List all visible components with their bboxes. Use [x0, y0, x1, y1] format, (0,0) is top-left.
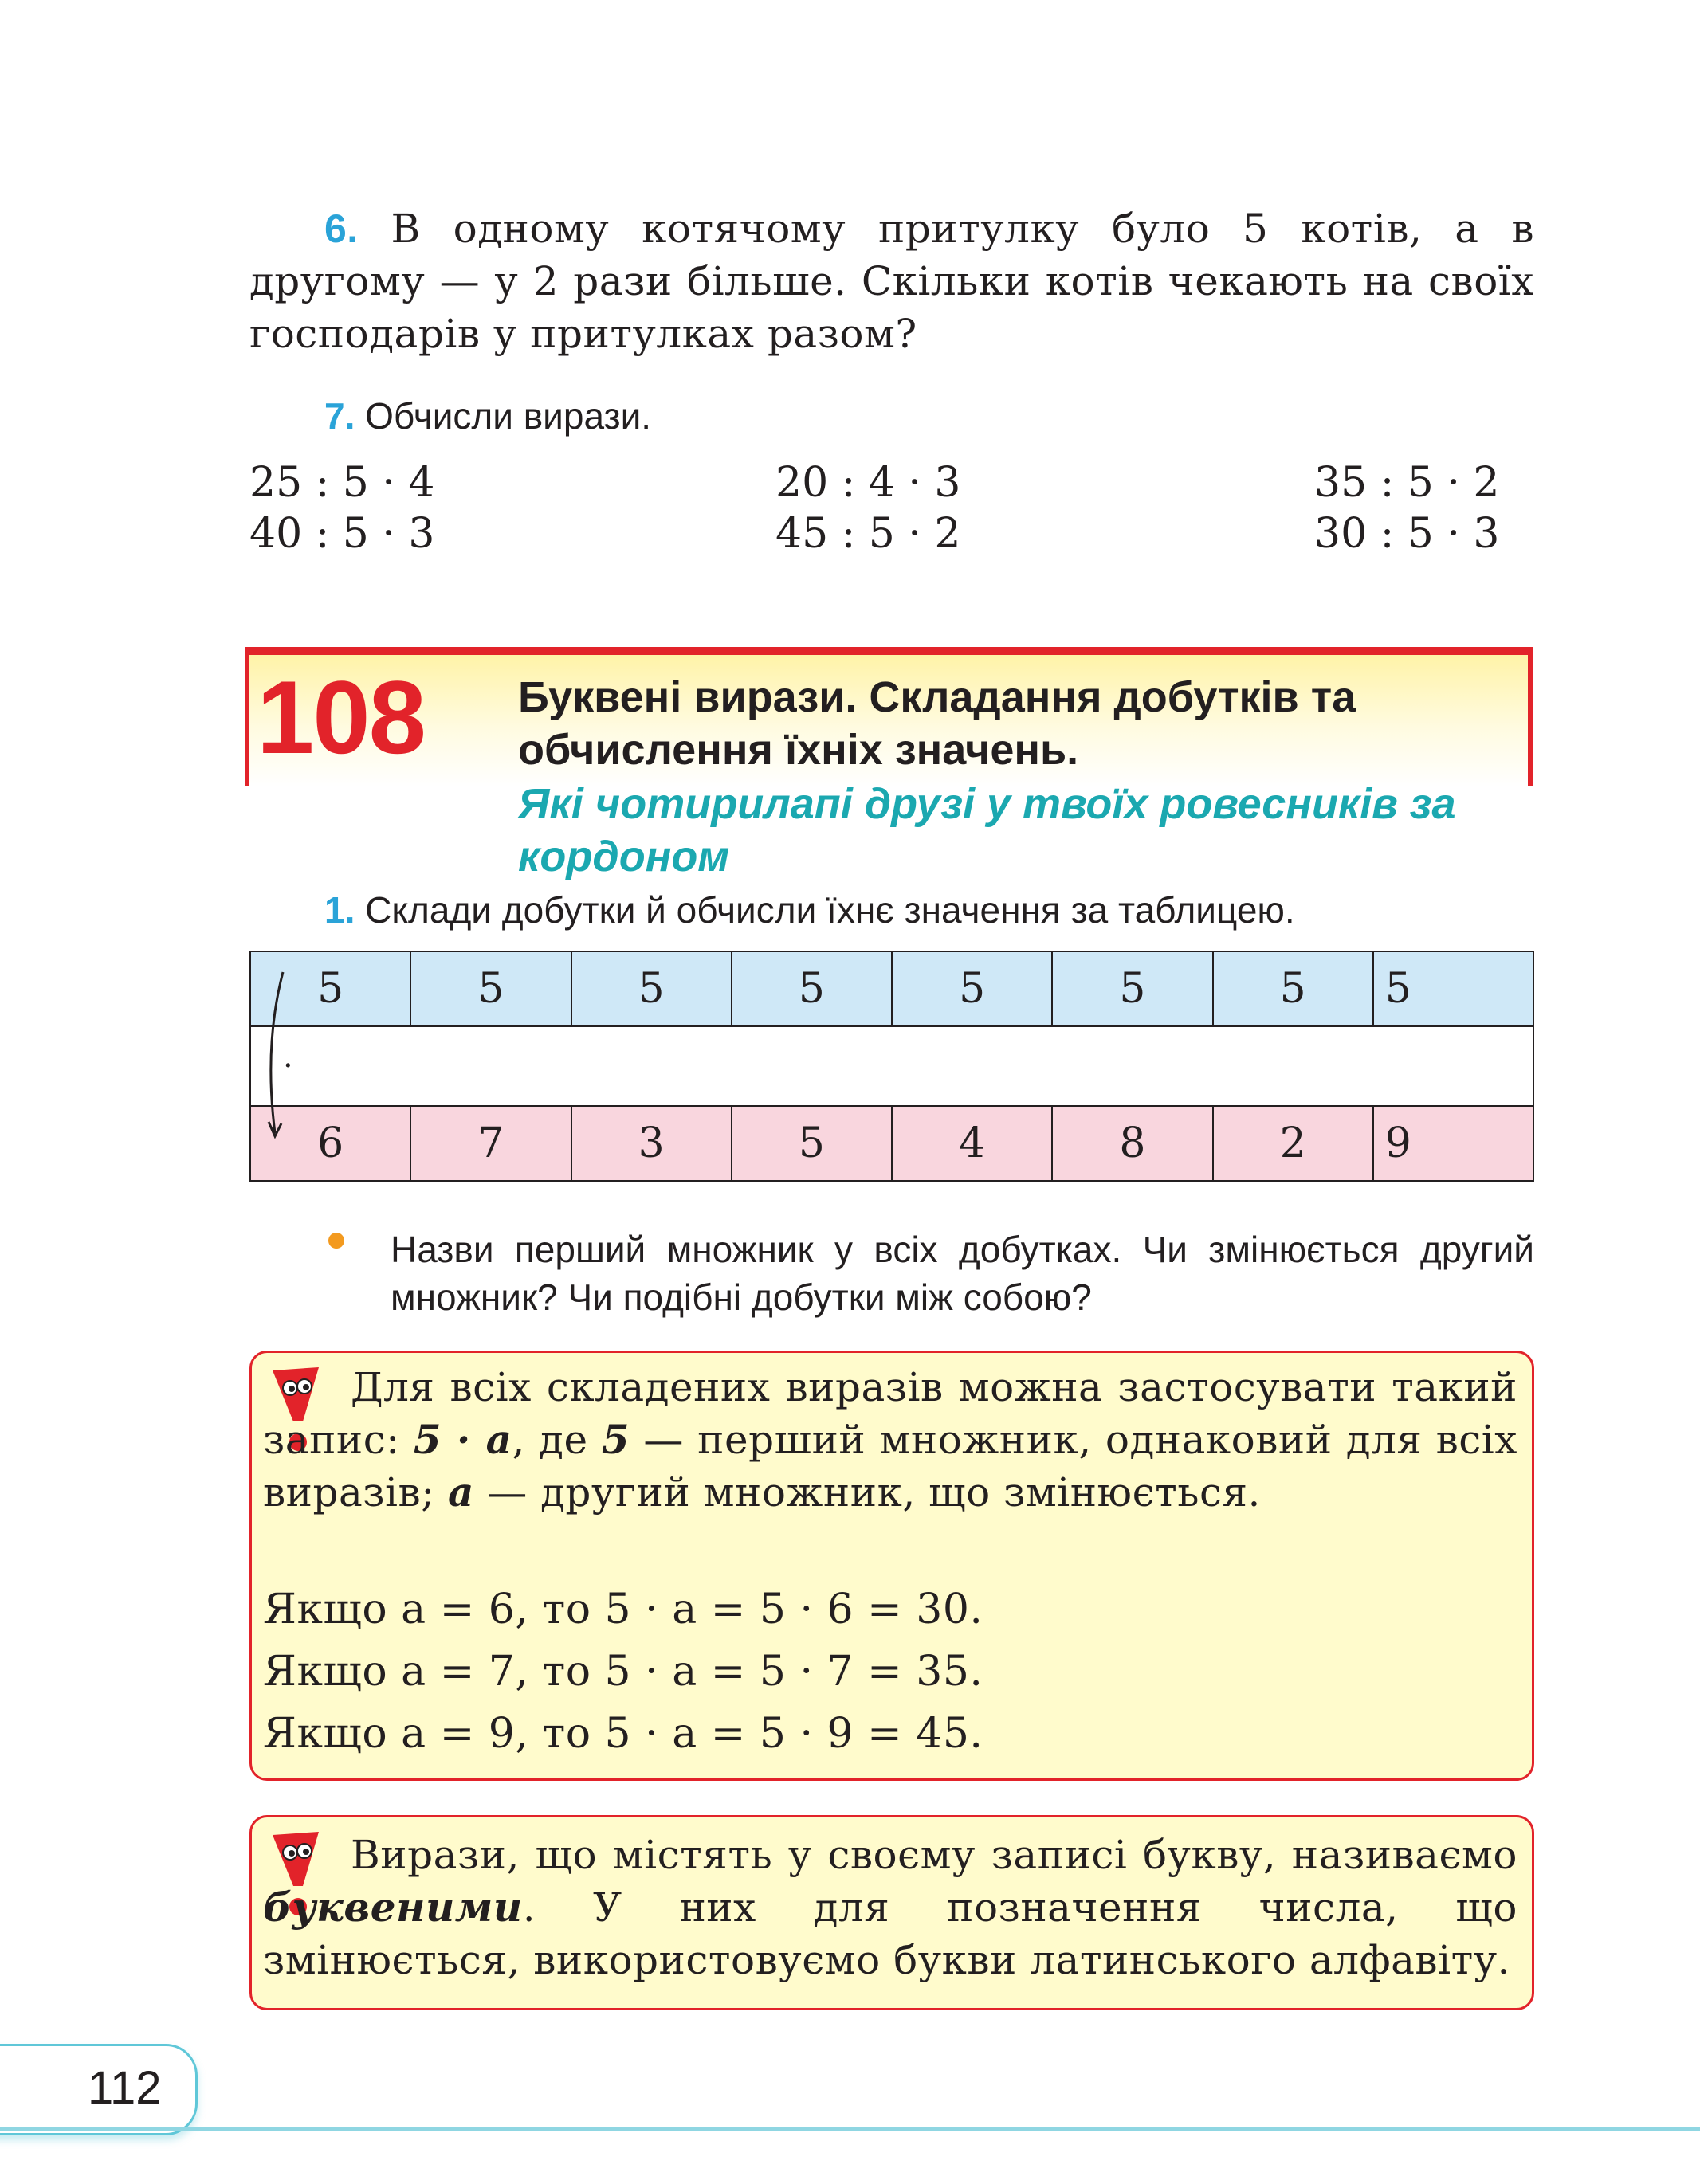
table-cell: 5 — [892, 951, 1052, 1026]
table-cell: 4 — [892, 1106, 1052, 1181]
table-cell: 5 — [732, 951, 892, 1026]
rule-1-example: Якщо a = 9, то 5 · a = 5 · 9 = 45. — [263, 1710, 983, 1758]
task-6 — [249, 202, 1534, 360]
table-cell: 2 — [1213, 1106, 1373, 1181]
rule-1-example: Якщо a = 6, то 5 · a = 5 · 6 = 30. — [263, 1586, 983, 1633]
curved-arrow-icon — [259, 966, 299, 1149]
rule-1-expr-c: a — [447, 1468, 474, 1515]
table-cell: 5 — [571, 951, 732, 1026]
expression: 35 : 5 · 2 — [1314, 459, 1500, 507]
expressions-grid — [249, 457, 1500, 569]
task-1-number: 1. — [324, 889, 355, 931]
task-7-number: 7. — [324, 395, 355, 437]
rule-2-term: буквеними — [263, 1884, 523, 1931]
rule-2-intro: Вирази, що містять у своєму записі букву, називаємо — [351, 1832, 1517, 1878]
expression: 40 : 5 · 3 — [249, 510, 435, 558]
task-1-text: Склади добутки й обчисли їхнє значення за таблицею. — [365, 889, 1295, 931]
rule-1-text — [263, 1361, 1517, 1519]
rule-1-expr-a: 5 · a — [413, 1416, 512, 1463]
table-cell: 7 — [410, 1106, 571, 1181]
lesson-subtitle: Які чотирилапі друзі у твоїх ровесників за кордоном — [518, 780, 1456, 880]
expression: 45 : 5 · 2 — [775, 510, 961, 558]
page-number: 112 — [88, 2062, 162, 2114]
rule-1-end: — другий множник, що змінюється. — [473, 1469, 1261, 1515]
footer-divider — [0, 2127, 1700, 2131]
table-cell: 3 — [571, 1106, 732, 1181]
task-6-number: 6. — [324, 206, 359, 251]
expression: 25 : 5 · 4 — [249, 459, 435, 507]
table-cell: 5 — [732, 1106, 892, 1181]
rule-1-mid2: — перший множник, однаковий для всіх виразів; — [263, 1417, 1517, 1515]
question-text: Назви перший множник у всіх добутках. Чи змінюється другий множник? Чи подібні добутки між собою? — [391, 1229, 1534, 1318]
task-6-text: В одному котячому притулку було 5 котів, а в другому — у 2 рази більше. Скільки котів чекають на своїх господарів у притулках разом? — [249, 206, 1534, 357]
factors-table — [249, 951, 1534, 1182]
expression: 30 : 5 · 3 — [1314, 510, 1500, 558]
rule-1-expr-b: 5 — [601, 1416, 630, 1463]
table-row — [250, 1106, 1533, 1181]
rule-box-formula — [249, 1351, 1534, 1781]
rule-1-intro: Для всіх складених виразів можна застосувати такий запис: — [263, 1364, 1517, 1463]
table-cell: 5 — [250, 951, 410, 1026]
table-cell: 5 — [1213, 951, 1373, 1026]
table-cell: 5 — [1373, 951, 1533, 1026]
rule-1-mid1: , де — [512, 1417, 602, 1463]
task-7-text: Обчисли вирази. — [365, 395, 652, 437]
table-row — [250, 1026, 1533, 1106]
table-cell: 5 — [410, 951, 571, 1026]
rule-box-definition — [249, 1815, 1534, 2010]
expression: 20 : 4 · 3 — [775, 459, 961, 507]
bullet-icon — [328, 1233, 344, 1249]
table-row — [250, 951, 1533, 1026]
lesson-title: Буквені вирази. Складання добутків та обчислення їхніх значень. — [518, 673, 1356, 774]
multiplication-dot: · — [250, 1026, 1533, 1106]
task-1 — [324, 886, 1295, 934]
table-cell: 9 — [1373, 1106, 1533, 1181]
table-cell: 6 — [250, 1106, 410, 1181]
table-cell: 5 — [1052, 951, 1212, 1026]
task-7 — [324, 392, 651, 440]
rule-1-example: Якщо a = 7, то 5 · a = 5 · 7 = 35. — [263, 1648, 983, 1696]
rule-2-end: . У них для позначення числа, що змінюється, використовуємо букви латинського алфавіту. — [263, 1884, 1517, 1983]
table-cell: 8 — [1052, 1106, 1212, 1181]
lesson-number: 108 — [257, 659, 425, 775]
rule-2-text — [263, 1829, 1517, 1986]
